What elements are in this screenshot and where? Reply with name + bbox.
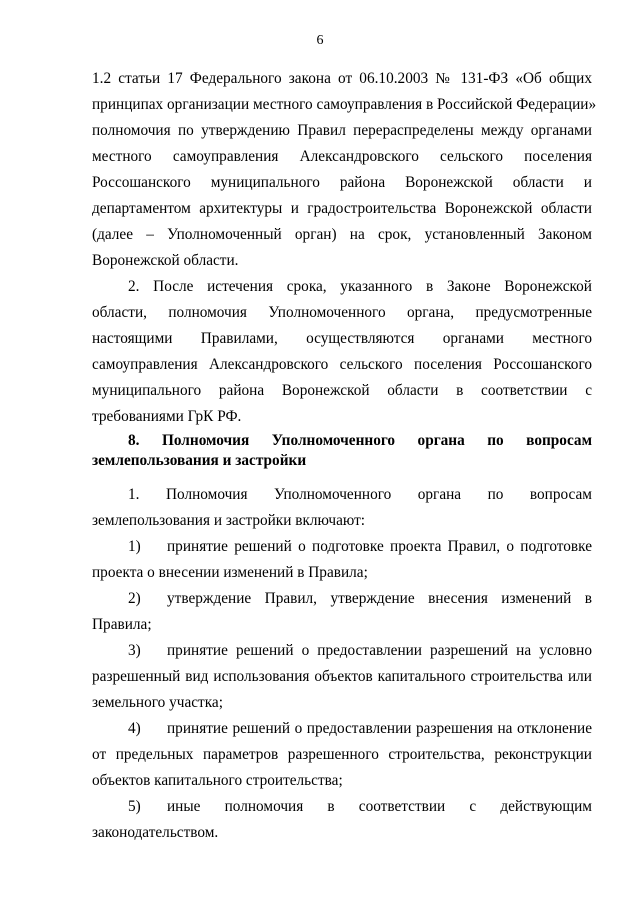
text-line: проекта о внесении изменений в Правила; [92,564,368,581]
text-line: Россошанского муниципального района Воронежской области и [92,174,592,191]
text-line: области, полномочия Уполномоченного органа, предусмотренные [92,304,592,321]
text-line: муниципального района Воронежской области в соответствии с [92,382,592,399]
text-line: землепользования и застройки включают: [92,512,366,529]
text-line: 1.2 статьи 17 Федерального закона от 06.10.2003 № 131-ФЗ «Об общих [92,70,592,87]
list-item-text: утверждение Правил, утверждение внесения изменений в [167,590,592,607]
list-item [92,534,592,560]
text-line: земельного участка; [92,694,223,711]
text-line: 1. Полномочия Уполномоченного органа по вопросам [128,486,592,503]
page-number: 6 [316,33,324,48]
list-item-text: принятие решений о подготовке проекта Правил, о подготовке [167,538,592,555]
text-line: 2. После истечения срока, указанного в Законе Воронежской [128,278,592,295]
text-line: департаментом архитектуры и градостроительства Воронежской области [92,200,592,217]
list-item-number: 2) [128,590,141,607]
list-item [92,716,592,742]
heading-line: землепользования и застройки [92,452,307,469]
text-line: от предельных параметров разрешенного строительства, реконструкции [92,746,592,763]
paragraph-8-1 [92,482,592,534]
text-line: требованиями ГрК РФ. [92,408,242,425]
list-item-text: принятие решений о предоставлении разрешения на отклонение [167,720,592,737]
text-line: настоящими Правилами, осуществляются органами местного [92,330,592,347]
paragraph-2 [92,274,592,430]
text-line: разрешенный вид использования объектов капитального строительства или [92,668,592,685]
list-item-number: 4) [128,720,141,737]
list-item [92,794,592,820]
list-item-number: 1) [128,538,141,555]
section-8-heading [92,431,592,471]
text-line: Воронежской области. [92,252,239,269]
powers-list [92,534,592,846]
paragraph-intro [92,66,597,274]
text-line: местного самоуправления Александровского сельского поселения [92,148,592,165]
text-line: (далее – Уполномоченный орган) на срок, установленный Законом [92,226,592,243]
list-item-text: иные полномочия в соответствии с действующим [167,798,592,815]
text-line: законодательством. [92,824,219,841]
heading-line: 8. Полномочия Уполномоченного органа по вопросам [128,432,592,449]
list-item-number: 5) [128,798,141,815]
text-line: самоуправления Александровского сельского поселения Россошанского [92,356,592,373]
list-item [92,586,592,612]
text-line: полномочия по утверждению Правил перераспределены между органами [92,122,592,139]
list-item-text: принятие решений о предоставлении разрешений на условно [167,642,592,659]
text-line: Правила; [92,616,152,633]
text-line: принципах организации местного самоуправления в Российской Федерации» [92,96,597,113]
list-item-number: 3) [128,642,141,659]
text-line: объектов капитального строительства; [92,772,343,789]
list-item [92,638,592,664]
